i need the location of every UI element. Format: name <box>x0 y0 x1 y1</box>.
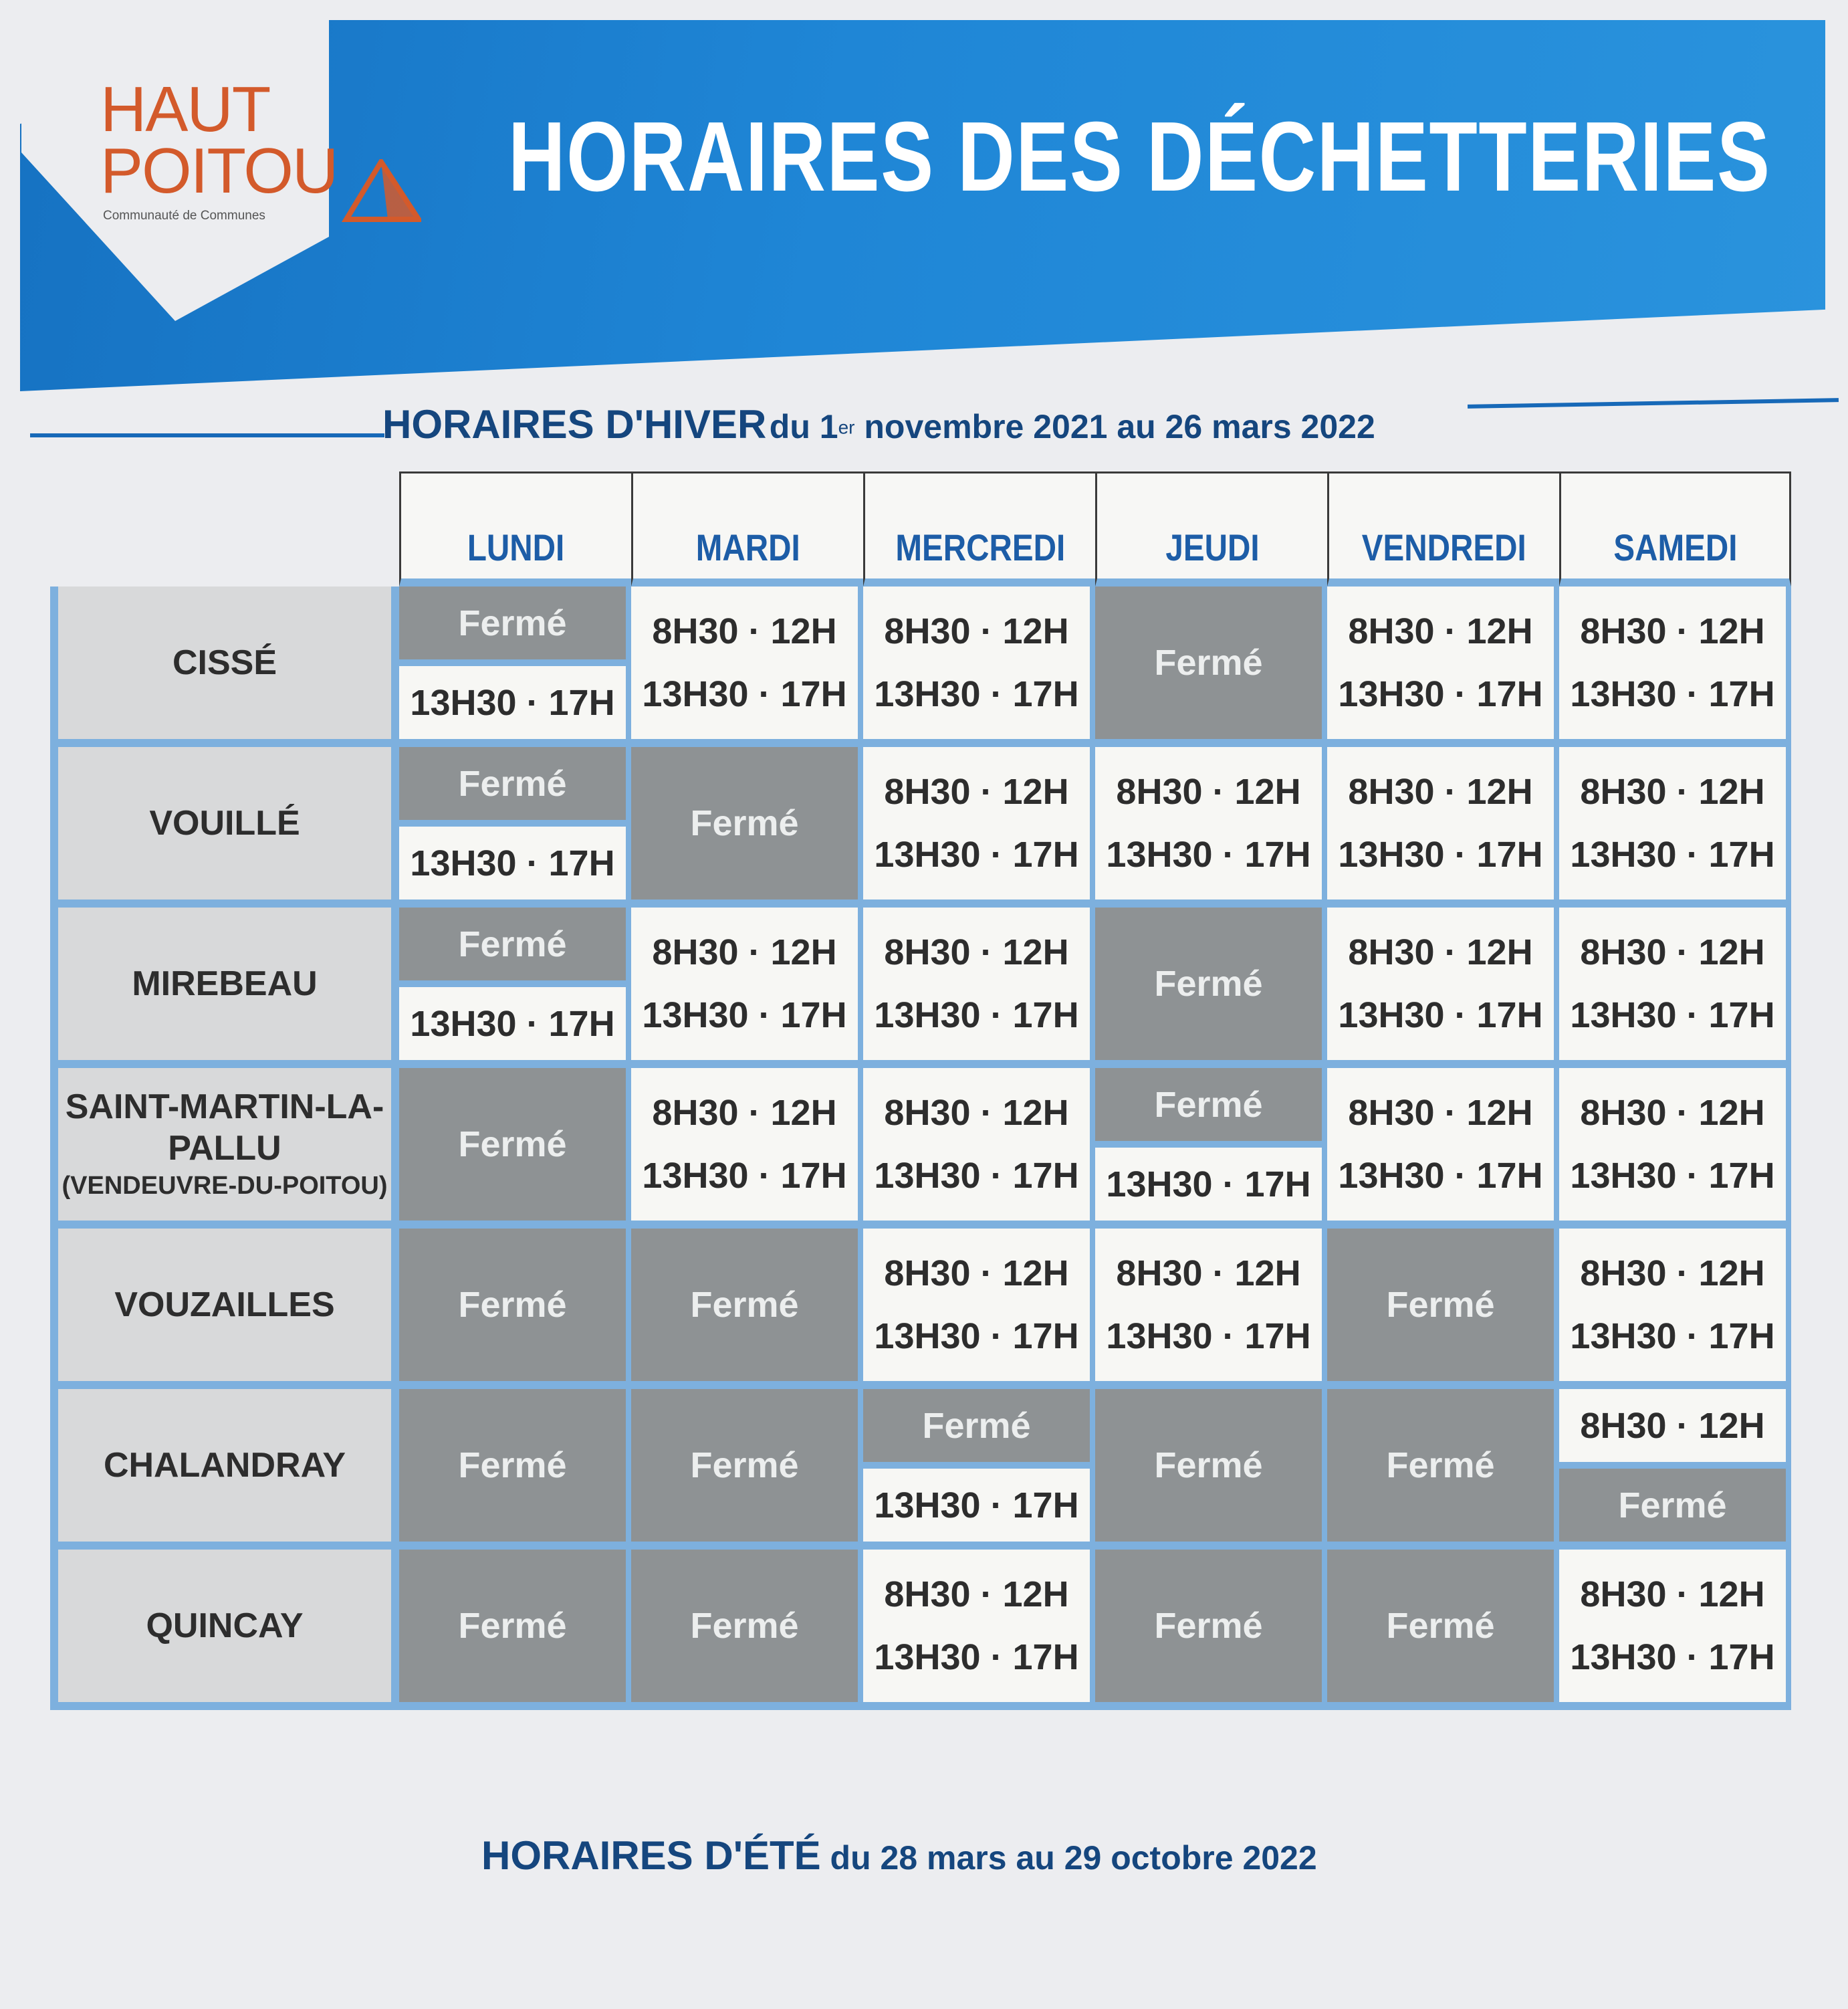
closed-morning: Fermé <box>399 908 626 980</box>
schedule-cell-closed <box>1327 1229 1559 1389</box>
schedule-cell-open <box>1559 1229 1791 1389</box>
closed-label: Fermé <box>1386 1285 1495 1325</box>
afternoon-hours: 13H30 · 17H <box>1106 835 1311 875</box>
day-header <box>863 471 1095 587</box>
afternoon-hours: 13H30 · 17H <box>1095 1148 1322 1221</box>
closed-morning: Fermé <box>863 1389 1090 1462</box>
page-title: HORAIRES DES DÉCHETTERIES <box>508 102 1771 212</box>
morning-hours: 8H30 · 12H <box>1580 1253 1765 1293</box>
site-name-lines <box>146 1605 303 1647</box>
site-name-lines <box>58 1086 391 1202</box>
schedule-cell-open <box>1559 908 1791 1068</box>
closed-label: Fermé <box>1386 1606 1495 1646</box>
closed-label: Fermé <box>458 1606 567 1646</box>
schedule-cell-closed <box>1095 1550 1327 1710</box>
morning-hours: 8H30 · 12H <box>1348 772 1533 812</box>
closed-morning: Fermé <box>1095 1068 1322 1141</box>
afternoon-hours: 13H30 · 17H <box>1570 835 1775 875</box>
morning-hours: 8H30 · 12H <box>884 1093 1069 1133</box>
closed-label: Fermé <box>1154 1445 1263 1485</box>
afternoon-hours: 13H30 · 17H <box>399 987 626 1060</box>
morning-hours: 8H30 · 12H <box>1580 932 1765 972</box>
site-name-text: VOUZAILLES <box>114 1285 335 1324</box>
closed-morning: Fermé <box>399 747 626 820</box>
day-header-label: VENDREDI <box>1362 526 1526 568</box>
schedule-cell-open <box>1559 1550 1791 1710</box>
summer-heading <box>481 1832 1317 1879</box>
closed-afternoon: Fermé <box>1559 1469 1786 1542</box>
schedule-cell-open <box>631 587 863 747</box>
schedule-cell-closed <box>399 1550 631 1710</box>
closed-label: Fermé <box>1154 964 1263 1004</box>
afternoon-hours: 13H30 · 17H <box>1338 995 1543 1035</box>
logo-line-1: HAUT <box>100 74 270 145</box>
schedule-cell-open <box>863 747 1095 908</box>
site-name <box>50 1068 399 1229</box>
closed-label: Fermé <box>690 1445 799 1485</box>
schedule-cell-split <box>1559 1389 1791 1550</box>
morning-hours: 8H30 · 12H <box>1580 772 1765 812</box>
day-header-label: MERCREDI <box>895 526 1065 568</box>
morning-hours: 8H30 · 12H <box>652 932 837 972</box>
schedule-cell-closed <box>1095 1389 1327 1550</box>
summer-label: HORAIRES D'ÉTÉ <box>481 1833 821 1878</box>
schedule-table <box>50 471 1822 1710</box>
winter-heading <box>382 401 1375 447</box>
schedule-cell-open <box>1327 1068 1559 1229</box>
schedule-cell-open <box>863 1068 1095 1229</box>
morning-hours: 8H30 · 12H <box>1580 1574 1765 1614</box>
day-header <box>1095 471 1327 587</box>
morning-hours: 8H30 · 12H <box>1348 932 1533 972</box>
morning-hours: 8H30 · 12H <box>1559 1389 1786 1462</box>
closed-label: Fermé <box>458 1285 567 1325</box>
morning-hours: 8H30 · 12H <box>1580 1093 1765 1133</box>
day-header-label: JEUDI <box>1165 526 1260 568</box>
schedule-cell-closed <box>1327 1550 1559 1710</box>
morning-hours: 8H30 · 12H <box>1116 772 1301 812</box>
logo-triangle-icon <box>341 159 421 226</box>
day-header-label: SAMEDI <box>1613 526 1738 568</box>
site-name-text: MIREBEAU <box>132 964 318 1003</box>
site-name-lines <box>114 1284 334 1326</box>
schedule-cell-open <box>1559 1068 1791 1229</box>
schedule-cell-closed <box>399 1229 631 1389</box>
winter-period-sup: er <box>838 417 855 438</box>
section-rule-right <box>1468 398 1839 409</box>
schedule-cell-open <box>863 587 1095 747</box>
haut-poitou-logo <box>100 74 338 223</box>
section-rule-left <box>30 433 384 437</box>
day-header <box>1559 471 1791 587</box>
schedule-cell-closed <box>399 1068 631 1229</box>
morning-hours: 8H30 · 12H <box>884 611 1069 651</box>
morning-hours: 8H30 · 12H <box>884 1574 1069 1614</box>
schedule-cell-closed <box>1095 908 1327 1068</box>
afternoon-hours: 13H30 · 17H <box>874 995 1079 1035</box>
schedule-cell-split <box>1095 1068 1327 1229</box>
site-subname: (VENDEUVRE-DU-POITOU) <box>62 1172 388 1200</box>
morning-hours: 8H30 · 12H <box>1348 611 1533 651</box>
afternoon-hours: 13H30 · 17H <box>874 835 1079 875</box>
schedule-cell-closed <box>631 1550 863 1710</box>
winter-period-rest: novembre 2021 au 26 mars 2022 <box>854 408 1375 445</box>
afternoon-hours: 13H30 · 17H <box>1338 674 1543 714</box>
morning-hours: 8H30 · 12H <box>652 1093 837 1133</box>
schedule-cell-split <box>863 1389 1095 1550</box>
logo-line-2: POITOU <box>100 135 338 207</box>
afternoon-hours: 13H30 · 17H <box>1338 1156 1543 1196</box>
afternoon-hours: 13H30 · 17H <box>642 995 847 1035</box>
site-name <box>50 747 399 908</box>
schedule-cell-split <box>399 908 631 1068</box>
closed-label: Fermé <box>458 1124 567 1164</box>
afternoon-hours: 13H30 · 17H <box>1106 1316 1311 1356</box>
site-name <box>50 1550 399 1710</box>
site-name-text: VOUILLÉ <box>149 804 300 843</box>
winter-period-prefix: du 1 <box>769 408 838 445</box>
morning-hours: 8H30 · 12H <box>652 611 837 651</box>
schedule-cell-open <box>1327 908 1559 1068</box>
schedule-cell-open <box>1559 587 1791 747</box>
schedule-cell-closed <box>1327 1389 1559 1550</box>
schedule-cell-open <box>1095 1229 1327 1389</box>
schedule-cell-open <box>863 1229 1095 1389</box>
schedule-cell-split <box>399 587 631 747</box>
afternoon-hours: 13H30 · 17H <box>642 674 847 714</box>
schedule-cell-open <box>631 908 863 1068</box>
afternoon-hours: 13H30 · 17H <box>874 674 1079 714</box>
afternoon-hours: 13H30 · 17H <box>874 1316 1079 1356</box>
schedule-cell-open <box>1327 747 1559 908</box>
day-header <box>1327 471 1559 587</box>
day-header <box>399 471 631 587</box>
closed-label: Fermé <box>1386 1445 1495 1485</box>
closed-label: Fermé <box>690 1606 799 1646</box>
afternoon-hours: 13H30 · 17H <box>1570 1316 1775 1356</box>
afternoon-hours: 13H30 · 17H <box>399 827 626 900</box>
closed-label: Fermé <box>690 803 799 843</box>
morning-hours: 8H30 · 12H <box>1348 1093 1533 1133</box>
afternoon-hours: 13H30 · 17H <box>642 1156 847 1196</box>
closed-morning: Fermé <box>399 587 626 659</box>
morning-hours: 8H30 · 12H <box>884 932 1069 972</box>
schedule-cell-closed <box>631 1229 863 1389</box>
morning-hours: 8H30 · 12H <box>1580 611 1765 651</box>
schedule-cell-open <box>1559 747 1791 908</box>
schedule-cell-open <box>863 1550 1095 1710</box>
site-name-text: QUINCAY <box>146 1606 304 1645</box>
schedule-cell-split <box>399 747 631 908</box>
afternoon-hours: 13H30 · 17H <box>399 666 626 739</box>
afternoon-hours: 13H30 · 17H <box>1338 835 1543 875</box>
schedule-cell-open <box>1327 587 1559 747</box>
afternoon-hours: 13H30 · 17H <box>1570 1156 1775 1196</box>
site-name <box>50 1229 399 1389</box>
site-name <box>50 908 399 1068</box>
afternoon-hours: 13H30 · 17H <box>1570 1637 1775 1677</box>
schedule-cell-closed <box>631 1389 863 1550</box>
closed-label: Fermé <box>1154 1606 1263 1646</box>
afternoon-hours: 13H30 · 17H <box>1570 995 1775 1035</box>
schedule-cell-open <box>1095 747 1327 908</box>
afternoon-hours: 13H30 · 17H <box>874 1156 1079 1196</box>
closed-label: Fermé <box>458 1445 567 1485</box>
site-name-lines <box>132 963 317 1004</box>
closed-label: Fermé <box>1154 643 1263 683</box>
summer-period: du 28 mars au 29 octobre 2022 <box>820 1839 1317 1877</box>
site-name-text: SAINT-MARTIN-LA-PALLU <box>65 1087 384 1168</box>
site-name <box>50 1389 399 1550</box>
site-name-text: CHALANDRAY <box>103 1446 346 1485</box>
schedule-cell-open <box>631 1068 863 1229</box>
logo-subtitle: Communauté de Communes <box>103 209 265 223</box>
schedule-cell-closed <box>631 747 863 908</box>
site-name <box>50 587 399 747</box>
afternoon-hours: 13H30 · 17H <box>863 1469 1090 1542</box>
schedule-cell-closed <box>1095 587 1327 747</box>
schedule-cell-open <box>863 908 1095 1068</box>
site-name-lines <box>104 1445 346 1486</box>
winter-label: HORAIRES D'HIVER <box>382 402 767 447</box>
site-name-lines <box>172 642 277 683</box>
schedule-cell-closed <box>399 1389 631 1550</box>
morning-hours: 8H30 · 12H <box>884 772 1069 812</box>
site-name-lines <box>149 803 300 844</box>
day-header-label: LUNDI <box>467 526 565 568</box>
day-header-label: MARDI <box>695 526 801 568</box>
closed-label: Fermé <box>690 1285 799 1325</box>
morning-hours: 8H30 · 12H <box>1116 1253 1301 1293</box>
day-header <box>631 471 863 587</box>
table-corner <box>50 471 399 587</box>
site-name-text: CISSÉ <box>172 643 277 682</box>
afternoon-hours: 13H30 · 17H <box>874 1637 1079 1677</box>
morning-hours: 8H30 · 12H <box>884 1253 1069 1293</box>
afternoon-hours: 13H30 · 17H <box>1570 674 1775 714</box>
